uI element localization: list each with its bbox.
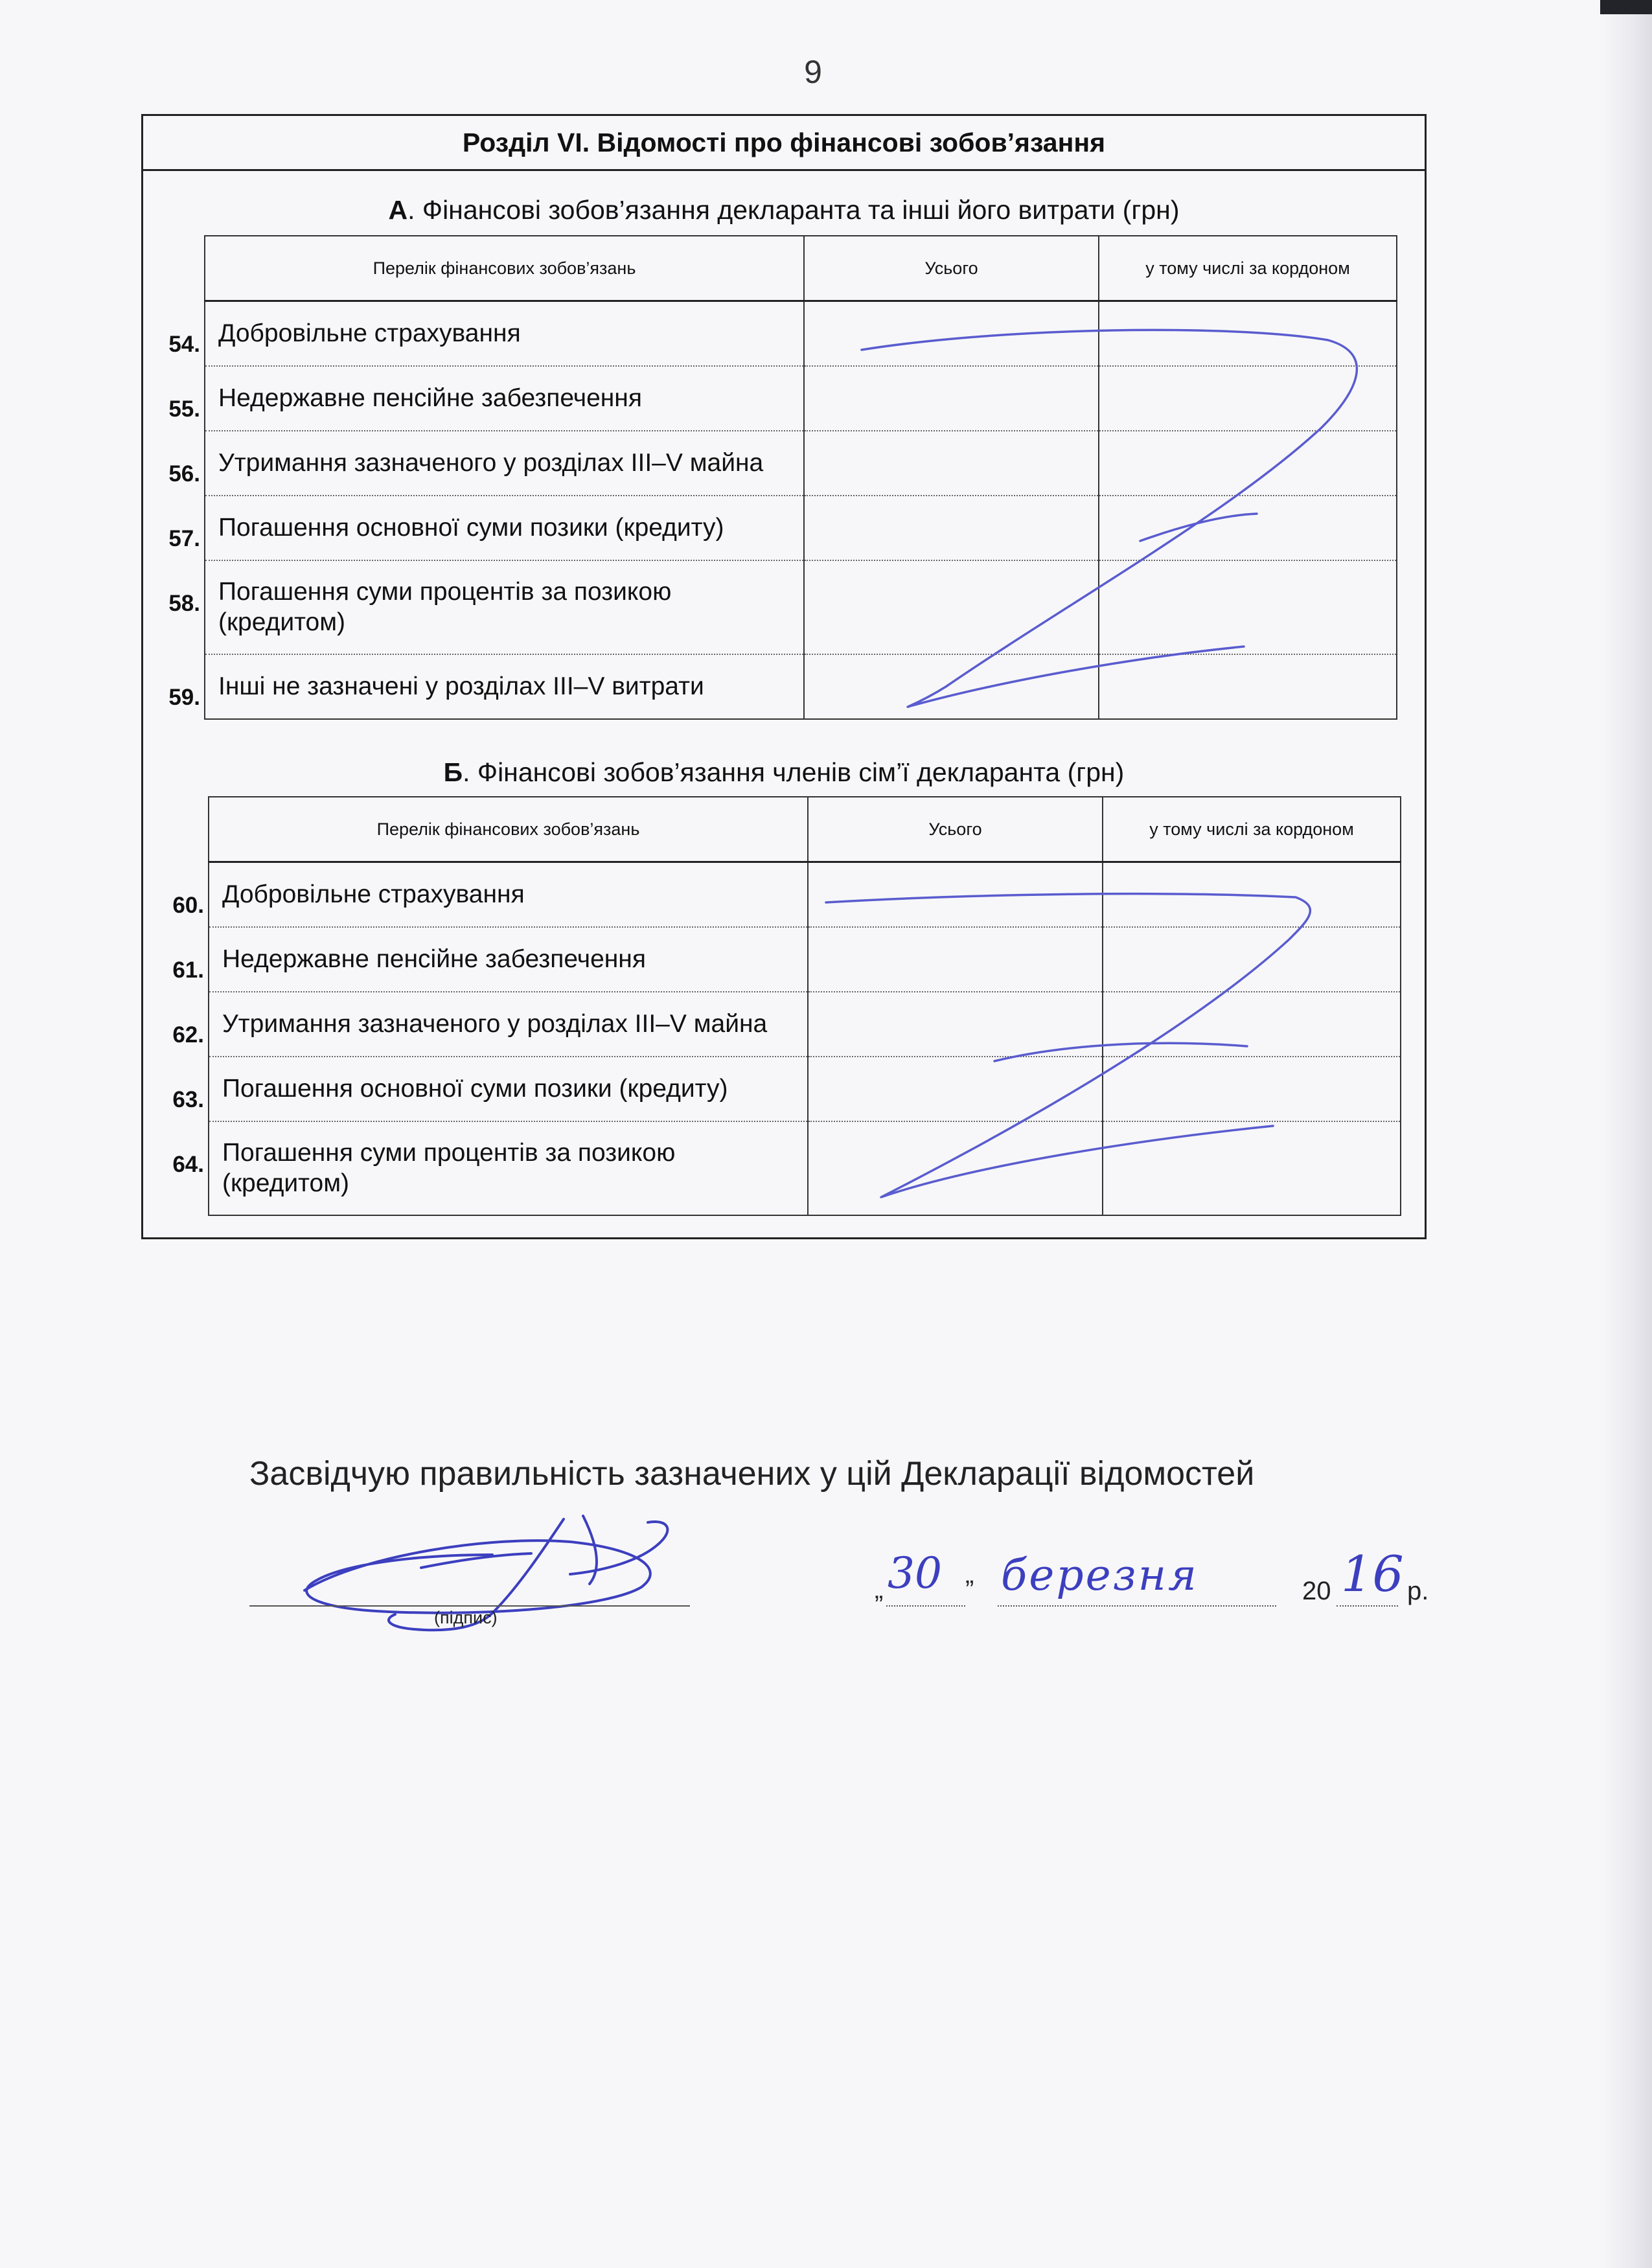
table-a-header-total: Усього xyxy=(804,236,1099,301)
row-number: 64. xyxy=(172,1152,204,1177)
year-underline xyxy=(1337,1605,1398,1607)
row-number: 60. xyxy=(172,893,204,918)
row-label: Утримання зазначеного у розділах III–V майна xyxy=(209,992,808,1057)
row-label: Недержавне пенсійне забезпечення xyxy=(209,927,808,992)
row-number: 63. xyxy=(172,1087,204,1112)
table-a-letter: А xyxy=(388,195,408,225)
table-a-header-abroad: у тому числі за кордоном xyxy=(1099,236,1397,301)
table-b-header-total: Усього xyxy=(808,797,1103,862)
row-label: Погашення суми процентів за позикою (кредитом) xyxy=(205,560,804,654)
date-day: 30 xyxy=(888,1548,942,1598)
page-number: 9 xyxy=(804,54,822,90)
row-label: Погашення основної суми позики (кредиту) xyxy=(205,496,804,560)
row-label: Інші не зазначені у розділах III–V витрати xyxy=(205,654,804,719)
row-number: 54. xyxy=(168,332,200,357)
year-suffix: 16 xyxy=(1341,1545,1404,1603)
row-label: Недержавне пенсійне забезпечення xyxy=(205,366,804,431)
section-title: Розділ VI. Відомості про фінансові зобов’язання xyxy=(143,116,1425,171)
table-b-letter: Б xyxy=(443,757,463,787)
row-label: Добровільне страхування xyxy=(205,301,804,366)
row-number: 62. xyxy=(172,1022,204,1048)
table-a-header-list: Перелік фінансових зобов’язань xyxy=(205,236,804,301)
row-label: Добровільне страхування xyxy=(209,862,808,927)
row-number: 61. xyxy=(172,957,204,983)
row-number: 57. xyxy=(168,526,200,551)
row-number: 58. xyxy=(168,591,200,616)
year-prefix: 20 xyxy=(1302,1577,1331,1605)
row-label: Погашення суми процентів за позикою (кредитом) xyxy=(209,1121,808,1215)
table-b-header-abroad: у тому числі за кордоном xyxy=(1103,797,1401,862)
certification-text: Засвідчую правильність зазначених у цій Декларації відомостей xyxy=(249,1455,1255,1493)
row-label: Погашення основної суми позики (кредиту) xyxy=(209,1057,808,1121)
quote-close: ” xyxy=(965,1575,974,1604)
table-b-header-list: Перелік фінансових зобов’язань xyxy=(209,797,808,862)
quote-open: „ xyxy=(875,1575,884,1604)
table-a-title-text: . Фінансові зобов’язання декларанта та інші його витрати (грн) xyxy=(407,195,1180,225)
row-number: 55. xyxy=(168,396,200,422)
day-underline xyxy=(886,1605,965,1607)
table-b-title-text: . Фінансові зобов’язання членів сім’ї декларанта (грн) xyxy=(463,757,1125,787)
year-unit: р. xyxy=(1407,1577,1429,1605)
row-label: Утримання зазначеного у розділах III–V майна xyxy=(205,431,804,496)
row-number: 59. xyxy=(168,685,200,710)
row-number: 56. xyxy=(168,461,200,487)
signature-label: (підпис) xyxy=(434,1608,498,1627)
signature-line xyxy=(249,1605,690,1607)
date-month: березня xyxy=(1001,1550,1199,1600)
month-underline xyxy=(998,1605,1276,1607)
